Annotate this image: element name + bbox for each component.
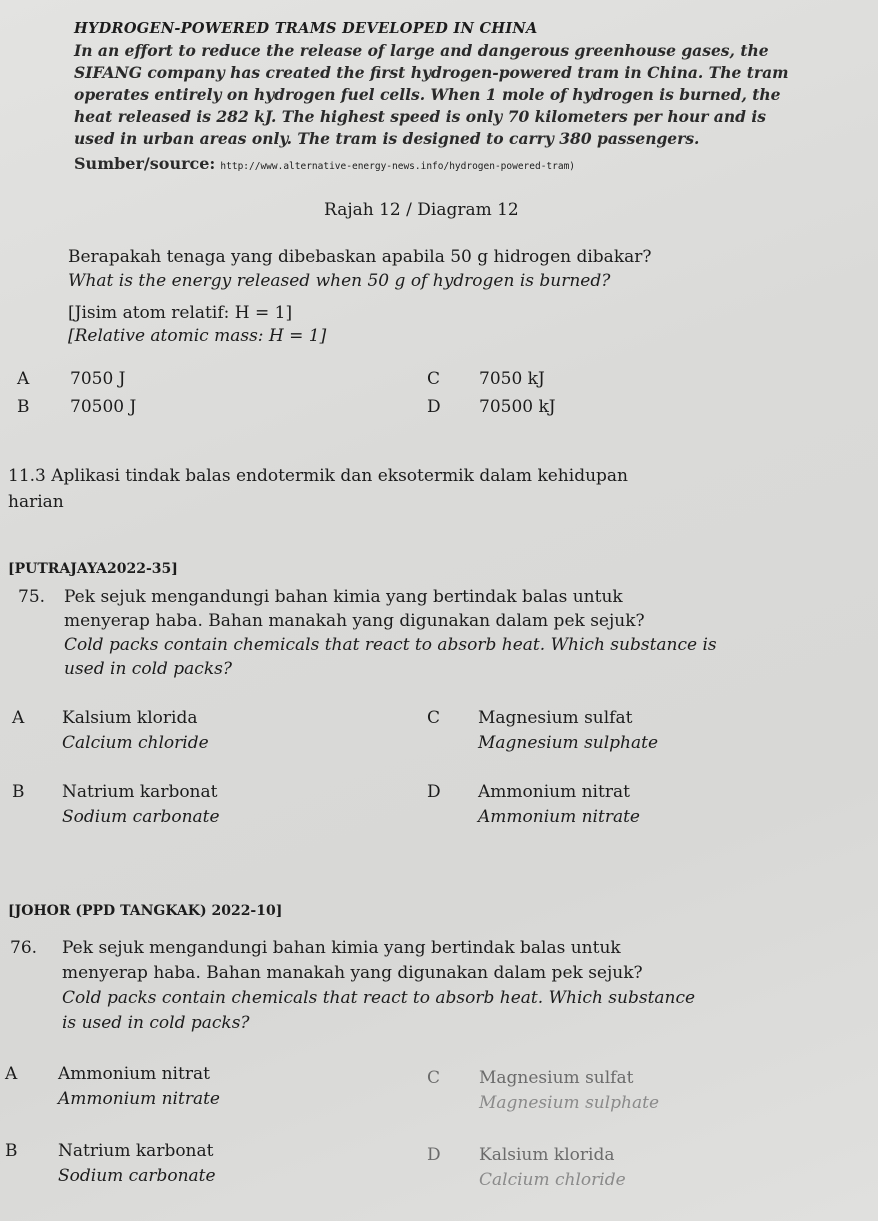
article-source <box>74 154 575 173</box>
article-line-3: operates entirely on hydrogen fuel cells. When 1 mole of hydrogen is burned, the <box>74 85 781 104</box>
q75-option-d-en[interactable]: Ammonium nitrate <box>478 807 640 827</box>
q74-question-ms: Berapakah tenaga yang dibebaskan apabila 50 g hidrogen dibakar? <box>68 247 652 267</box>
q75-option-d-ms[interactable]: Ammonium nitrat <box>478 782 630 802</box>
q74-option-b-letter[interactable]: B <box>17 397 30 417</box>
q75-option-c-en[interactable]: Magnesium sulphate <box>478 733 659 753</box>
q75-en-line-2: used in cold packs? <box>64 659 232 679</box>
q75-option-b-en[interactable]: Sodium carbonate <box>62 807 220 827</box>
section-heading-line-1: 11.3 Aplikasi tindak balas endotermik dan eksotermik dalam kehidupan <box>8 466 628 486</box>
q74-option-b-text[interactable]: 70500 J <box>70 397 137 417</box>
q74-option-a-text[interactable]: 7050 J <box>70 369 126 389</box>
q75-en-line-1: Cold packs contain chemicals that react to absorb heat. Which substance is <box>64 635 717 655</box>
q76-option-c-en[interactable]: Magnesium sulphate <box>479 1093 660 1113</box>
q76-tag: [JOHOR (PPD TANGKAK) 2022-10] <box>8 903 283 919</box>
q76-en-line-1: Cold packs contain chemicals that react to absorb heat. Which substance <box>62 988 696 1008</box>
diagram-caption: Rajah 12 / Diagram 12 <box>324 200 519 220</box>
q76-ms-line-1: Pek sejuk mengandungi bahan kimia yang bertindak balas untuk <box>62 938 621 958</box>
article-line-1: In an effort to reduce the release of large and dangerous greenhouse gases, the <box>74 41 769 60</box>
q75-ms-line-2: menyerap haba. Bahan manakah yang digunakan dalam pek sejuk? <box>64 611 645 631</box>
q76-en-line-2: is used in cold packs? <box>62 1013 250 1033</box>
q76-number: 76. <box>10 938 38 958</box>
q74-mass-en: [Relative atomic mass: H = 1] <box>68 326 327 346</box>
article-line-4: heat released is 282 kJ. The highest speed is only 70 kilometers per hour and is <box>74 107 766 126</box>
q76-option-b-en[interactable]: Sodium carbonate <box>58 1166 216 1186</box>
article-title: HYDROGEN-POWERED TRAMS DEVELOPED IN CHINA <box>74 20 538 37</box>
article-line-2: SIFANG company has created the first hydrogen-powered tram in China. The tram <box>74 63 789 82</box>
q76-option-d-en[interactable]: Calcium chloride <box>479 1170 626 1190</box>
article-line-5: used in urban areas only. The tram is designed to carry 380 passengers. <box>74 129 700 148</box>
section-heading-line-2: harian <box>8 492 64 512</box>
q76-option-c-letter[interactable]: C <box>427 1068 441 1088</box>
q74-option-c-letter[interactable]: C <box>427 369 441 389</box>
q75-option-c-letter[interactable]: C <box>427 708 441 728</box>
q74-option-a-letter[interactable]: A <box>17 369 30 389</box>
q76-option-c-ms[interactable]: Magnesium sulfat <box>479 1068 634 1088</box>
q76-option-d-letter[interactable]: D <box>427 1145 441 1165</box>
q75-ms-line-1: Pek sejuk mengandungi bahan kimia yang bertindak balas untuk <box>64 587 623 607</box>
q74-option-d-text[interactable]: 70500 kJ <box>479 397 556 417</box>
q75-option-a-letter[interactable]: A <box>12 708 25 728</box>
q75-option-b-letter[interactable]: B <box>12 782 25 802</box>
q74-option-d-letter[interactable]: D <box>427 397 441 417</box>
q75-option-d-letter[interactable]: D <box>427 782 441 802</box>
q75-tag: [PUTRAJAYA2022-35] <box>8 561 178 577</box>
q76-option-a-ms[interactable]: Ammonium nitrat <box>58 1064 210 1084</box>
q74-mass-ms: [Jisim atom relatif: H = 1] <box>68 303 293 323</box>
q74-option-c-text[interactable]: 7050 kJ <box>479 369 545 389</box>
q76-ms-line-2: menyerap haba. Bahan manakah yang digunakan dalam pek sejuk? <box>62 963 643 983</box>
q75-option-b-ms[interactable]: Natrium karbonat <box>62 782 218 802</box>
q76-option-b-letter[interactable]: B <box>5 1141 18 1161</box>
q75-number: 75. <box>18 587 46 607</box>
q74-question-en: What is the energy released when 50 g of hydrogen is burned? <box>68 271 611 291</box>
q76-option-a-letter[interactable]: A <box>5 1064 18 1084</box>
q76-option-d-ms[interactable]: Kalsium klorida <box>479 1145 615 1165</box>
q75-option-a-ms[interactable]: Kalsium klorida <box>62 708 198 728</box>
q75-option-a-en[interactable]: Calcium chloride <box>62 733 209 753</box>
q76-option-b-ms[interactable]: Natrium karbonat <box>58 1141 214 1161</box>
source-label: Sumber/source: <box>74 154 216 173</box>
source-url: http://www.alternative-energy-news.info/hydrogen-powered-tram) <box>220 161 576 172</box>
q76-option-a-en[interactable]: Ammonium nitrate <box>58 1089 220 1109</box>
q75-option-c-ms[interactable]: Magnesium sulfat <box>478 708 633 728</box>
